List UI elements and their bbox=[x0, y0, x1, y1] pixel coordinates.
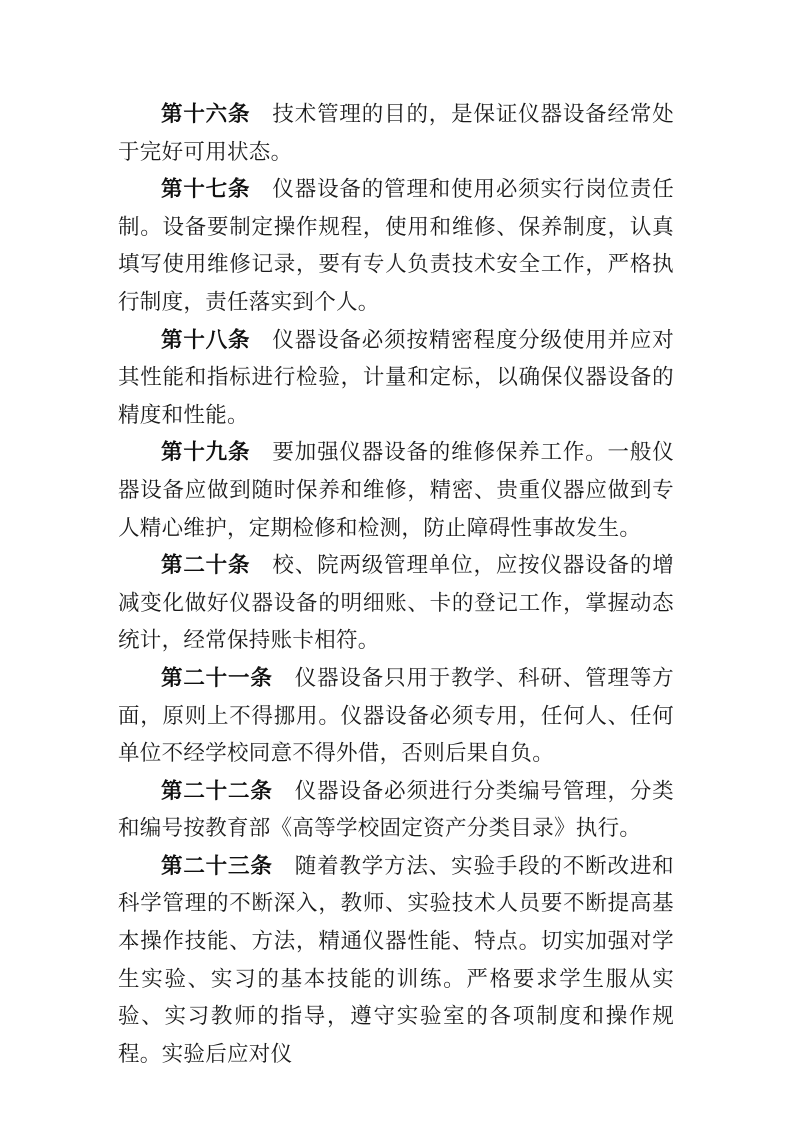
article-number: 第二十三条 bbox=[161, 853, 273, 879]
article-number: 第二十二条 bbox=[161, 778, 273, 804]
article-text: 仪器设备的管理和使用必须实行岗位责任制。设备要制定操作规程，使用和维修、保养制度，认真填写使用维修记录，要有专人负责技术安全工作，严格执行制度，责任落实到个人。 bbox=[118, 177, 675, 315]
article-text: 仪器设备只用于教学、科研、管理等方面，原则上不得挪用。仪器设备必须专用，任何人、任何单位不经学校同意不得外借，否则后果自负。 bbox=[118, 665, 674, 767]
article-text: 仪器设备必须按精密程度分级使用并应对其性能和指标进行检验，计量和定标，以确保仪器设备的精度和性能。 bbox=[118, 327, 675, 428]
article-text: 要加强仪器设备的维修保养工作。一般仪器设备应做到随时保养和维修，精密、贵重仪器应做到专人精心维护，定期检修和检测，防止障碍性事故发生。 bbox=[118, 440, 675, 541]
article-18 bbox=[118, 322, 674, 435]
article-23 bbox=[118, 848, 674, 1074]
article-text: 技术管理的目的，是保证仪器设备经常处于完好可用状态。 bbox=[118, 102, 675, 165]
article-number: 第十七条 bbox=[161, 177, 251, 203]
article-16 bbox=[118, 96, 674, 171]
article-text: 随着教学方法、实验手段的不断改进和科学管理的不断深入，教师、实验技术人员要不断提高基本操作技能、方法，精通仪器性能、特点。切实加强对学生实验、实习的基本技能的训练。严格要求学生服从实验、实习教师的指导，遵守实验室的各项制度和操作规程。实验后应对仪 bbox=[118, 853, 674, 1067]
article-number: 第二十一条 bbox=[161, 665, 273, 691]
article-20 bbox=[118, 547, 674, 660]
document-page bbox=[118, 96, 674, 1073]
article-text: 仪器设备必须进行分类编号管理，分类和编号按教育部《高等学校固定资产分类目录》执行。 bbox=[118, 778, 674, 842]
article-number: 第十九条 bbox=[161, 440, 251, 466]
article-text: 校、院两级管理单位，应按仪器设备的增减变化做好仪器设备的明细账、卡的登记工作，掌握动态统计，经常保持账卡相符。 bbox=[118, 553, 675, 654]
article-number: 第十六条 bbox=[161, 102, 251, 127]
article-number: 第十八条 bbox=[161, 327, 251, 353]
article-number: 第二十条 bbox=[161, 553, 251, 579]
article-21 bbox=[118, 660, 674, 773]
article-17 bbox=[118, 171, 674, 321]
article-19 bbox=[118, 434, 674, 547]
article-22 bbox=[118, 773, 674, 848]
